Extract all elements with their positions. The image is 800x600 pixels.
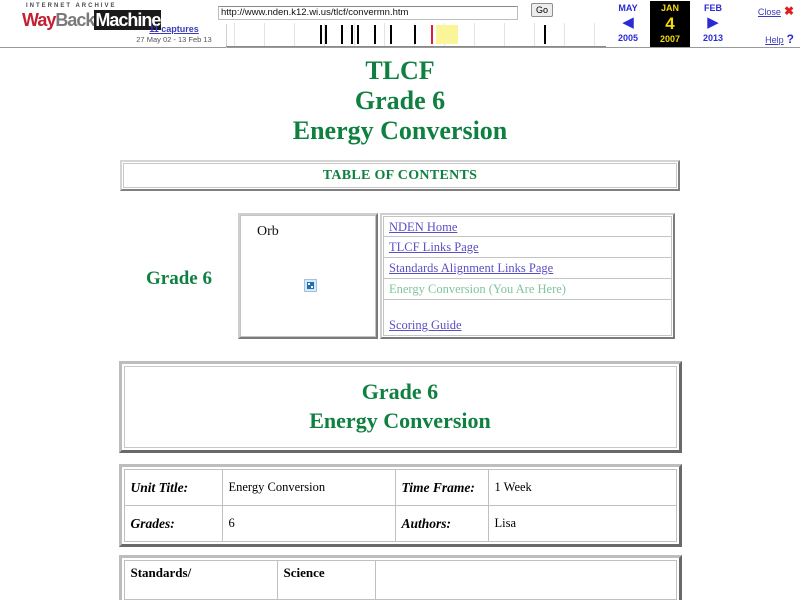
timeline-current-capture-marker	[431, 25, 433, 44]
current-month-label: JAN	[660, 3, 679, 13]
close-toolbar-control[interactable]	[758, 4, 794, 18]
grades-label: Grades:	[124, 506, 222, 542]
timeline-capture-tick[interactable]	[544, 25, 546, 44]
broken-image-icon-dot	[308, 283, 310, 285]
next-arrow-icon[interactable]: ▶	[707, 14, 719, 31]
grades-value: 6	[222, 506, 395, 542]
unit-title-value: Energy Conversion	[222, 470, 395, 506]
timeline-gridline	[594, 23, 595, 46]
page-title	[0, 48, 800, 146]
url-bar-row	[218, 3, 558, 21]
table-row	[124, 561, 676, 600]
timeline-gridline	[384, 23, 385, 46]
unit-heading-inner	[124, 366, 677, 448]
logo-way-text: Way	[22, 10, 56, 30]
navigation-links-panel	[380, 213, 675, 339]
standards-table-box	[119, 555, 682, 600]
timeline-capture-tick[interactable]	[390, 25, 392, 44]
table-of-contents-label: TABLE OF CONTENTS	[322, 168, 478, 183]
unit-info-table	[124, 469, 677, 542]
page-title-line-2: Grade 6	[354, 86, 446, 115]
nav-link-tlcf-links-page[interactable]: TLCF Links Page	[389, 240, 479, 254]
capture-timeline[interactable]	[226, 23, 606, 47]
timeline-capture-tick[interactable]	[374, 25, 376, 44]
grade-side-label: Grade 6	[146, 268, 212, 289]
orb-panel-inner	[240, 215, 376, 337]
orb-panel	[238, 213, 378, 339]
unit-heading-line-1: Grade 6	[361, 379, 439, 404]
standards-subject: Science	[277, 561, 375, 600]
table-row	[124, 470, 676, 506]
page-title-line-3: Energy Conversion	[292, 116, 508, 145]
logo-back-text: Back	[55, 10, 95, 30]
timeline-capture-tick[interactable]	[341, 25, 343, 44]
timeline-gridline	[474, 23, 475, 46]
timeline-selected-range	[436, 25, 458, 44]
time-frame-value: 1 Week	[488, 470, 676, 506]
wayback-machine-toolbar	[0, 0, 800, 48]
nav-link-row[interactable]	[383, 258, 672, 279]
standards-detail	[375, 561, 676, 600]
previous-arrow-icon[interactable]: ◀	[622, 14, 634, 31]
captures-date-range: 27 May 02 - 13 Feb 13	[136, 35, 212, 44]
timeline-capture-tick[interactable]	[351, 25, 353, 44]
current-day-label: 4	[665, 14, 675, 33]
unit-heading-box	[119, 361, 682, 453]
next-year-label: 2013	[702, 33, 724, 43]
timeline-gridline	[234, 23, 235, 46]
logo-machine-text: Machine	[95, 10, 161, 30]
current-capture-date	[650, 1, 690, 47]
authors-label: Authors:	[395, 506, 488, 542]
previous-capture-nav[interactable]	[608, 1, 648, 47]
timeline-gridline	[534, 23, 535, 46]
date-navigator	[608, 0, 740, 47]
timeline-capture-tick[interactable]	[357, 25, 359, 44]
captures-count-link[interactable]: 11 captures	[149, 24, 199, 34]
next-month-label: FEB	[704, 3, 722, 13]
url-input[interactable]	[218, 6, 518, 20]
table-of-contents-banner	[120, 160, 680, 191]
nav-link-row[interactable]	[383, 300, 672, 336]
timeline-gridline	[354, 23, 355, 46]
help-icon[interactable]: ?	[786, 32, 794, 46]
nav-link-nden-home[interactable]: NDEN Home	[389, 220, 458, 234]
unit-heading-line-2: Energy Conversion	[309, 408, 491, 433]
nav-link-row-current	[383, 279, 672, 300]
nav-link-row[interactable]	[383, 237, 672, 258]
archived-page-content	[0, 48, 800, 600]
nav-link-scoring-guide[interactable]: Scoring Guide	[389, 318, 462, 332]
help-link[interactable]: Help	[765, 35, 784, 45]
timeline-capture-tick[interactable]	[320, 25, 322, 44]
timeline-gridline	[504, 23, 505, 46]
page-title-line-1: TLCF	[365, 56, 435, 85]
orb-label: Orb	[257, 224, 279, 239]
table-of-contents-inner	[123, 163, 677, 188]
nav-link-row[interactable]	[383, 216, 672, 237]
time-frame-label: Time Frame:	[395, 470, 488, 506]
broken-image-icon	[304, 279, 317, 292]
standards-table	[124, 560, 677, 600]
next-capture-nav[interactable]	[693, 1, 733, 47]
nav-link-standards-alignment[interactable]: Standards Alignment Links Page	[389, 261, 554, 275]
timeline-capture-tick[interactable]	[325, 25, 327, 44]
close-link[interactable]: Close	[757, 7, 781, 17]
standards-label: Standards/	[124, 561, 277, 600]
previous-month-label: MAY	[618, 3, 638, 13]
help-control[interactable]	[765, 32, 794, 46]
unit-info-table-box	[119, 464, 682, 547]
unit-title-label: Unit Title:	[124, 470, 222, 506]
table-row	[124, 506, 676, 542]
go-button[interactable]: Go	[531, 3, 553, 17]
timeline-gridline	[264, 23, 265, 46]
timeline-capture-tick[interactable]	[414, 25, 416, 44]
broken-image-icon-dot	[311, 286, 313, 288]
close-icon[interactable]: ✖	[783, 4, 794, 18]
current-year-label: 2007	[659, 34, 681, 44]
nav-link-energy-conversion-current: Energy Conversion (You Are Here)	[389, 282, 566, 296]
timeline-gridline	[564, 23, 565, 46]
navigation-section	[0, 213, 800, 343]
authors-value: Lisa	[488, 506, 676, 542]
internet-archive-label: INTERNET ARCHIVE	[26, 3, 117, 9]
timeline-gridline	[294, 23, 295, 46]
broken-image-icon-box	[304, 279, 317, 292]
previous-year-label: 2005	[617, 33, 639, 43]
captures-summary	[122, 24, 227, 48]
